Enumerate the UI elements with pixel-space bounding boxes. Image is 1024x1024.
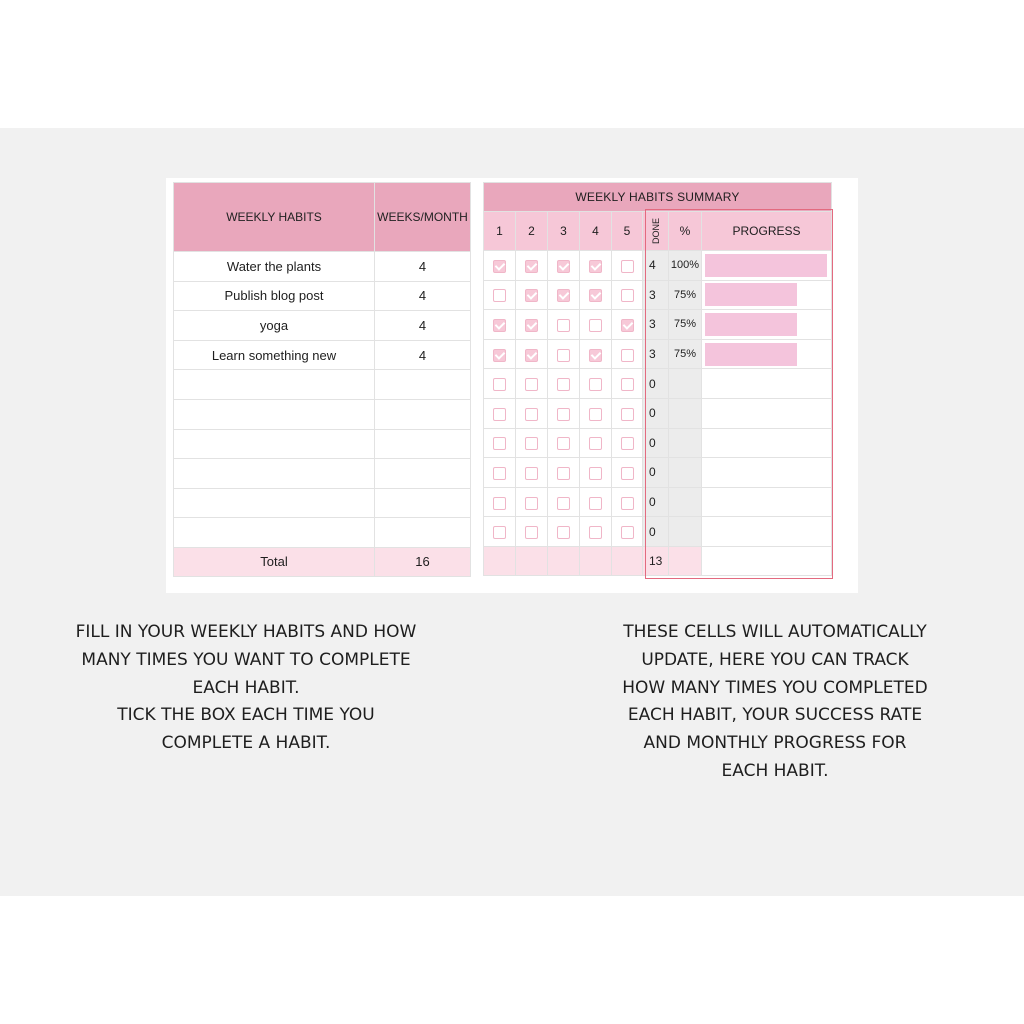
summary-row [484, 369, 832, 399]
checkbox-checked[interactable] [589, 260, 602, 273]
progress-bar [705, 283, 797, 306]
checkbox-unchecked[interactable] [557, 378, 570, 391]
week-header: 2 [516, 212, 548, 251]
week-header: 5 [612, 212, 643, 251]
habit-name-cell[interactable] [174, 459, 375, 489]
checkbox-unchecked[interactable] [493, 437, 506, 450]
summary-row [484, 339, 832, 369]
checkbox-cell [548, 428, 580, 458]
habit-name-cell[interactable] [174, 429, 375, 459]
summary-total-row [484, 546, 832, 575]
checkbox-unchecked[interactable] [493, 289, 506, 302]
progress-cell [702, 487, 832, 517]
success-rate: 75% [669, 280, 702, 310]
checkbox-unchecked[interactable] [589, 408, 602, 421]
checkbox-checked[interactable] [525, 260, 538, 273]
checkbox-cell [484, 369, 516, 399]
week-header: 3 [548, 212, 580, 251]
weeks-per-month-cell[interactable] [375, 488, 471, 518]
checkbox-unchecked[interactable] [589, 378, 602, 391]
weeks-per-month-cell[interactable]: 4 [375, 281, 471, 311]
checkbox-cell [612, 280, 643, 310]
instruction-caption-left: FILL IN YOUR WEEKLY HABITS AND HOW MANY TIMES YOU WANT TO COMPLETE EACH HABIT. TICK THE BOX EACH TIME YOU COMPLETE A HABIT. [75, 622, 417, 754]
checkbox-checked[interactable] [525, 289, 538, 302]
checkbox-unchecked[interactable] [493, 408, 506, 421]
done-header-label: DONE [651, 217, 662, 245]
progress-cell [702, 369, 832, 399]
summary-row [484, 398, 832, 428]
checkbox-cell [548, 487, 580, 517]
total-empty-cell [548, 546, 580, 575]
checkbox-unchecked[interactable] [621, 378, 634, 391]
checkbox-cell [548, 310, 580, 340]
done-count: 0 [643, 369, 669, 399]
checkbox-unchecked[interactable] [525, 408, 538, 421]
habit-name-cell[interactable] [174, 488, 375, 518]
checkbox-cell [612, 369, 643, 399]
checkbox-cell [516, 458, 548, 488]
checkbox-cell [516, 310, 548, 340]
checkbox-cell [516, 517, 548, 547]
checkbox-unchecked[interactable] [557, 467, 570, 480]
checkbox-unchecked[interactable] [525, 378, 538, 391]
checkbox-cell [484, 517, 516, 547]
weeks-per-month-cell[interactable]: 4 [375, 252, 471, 282]
checkbox-cell [580, 280, 612, 310]
checkbox-unchecked[interactable] [493, 497, 506, 510]
total-empty-cell [669, 546, 702, 575]
weeks-per-month-cell[interactable] [375, 429, 471, 459]
week-header: 1 [484, 212, 516, 251]
checkbox-cell [484, 280, 516, 310]
weeks-per-month-cell[interactable] [375, 518, 471, 548]
checkbox-cell [516, 280, 548, 310]
habit-row [174, 340, 471, 370]
habit-name-cell[interactable]: Publish blog post [174, 281, 375, 311]
habits-total-row [174, 547, 471, 576]
checkbox-cell [612, 487, 643, 517]
total-empty-cell [612, 546, 643, 575]
success-rate [669, 517, 702, 547]
checkbox-cell [548, 280, 580, 310]
habit-row [174, 429, 471, 459]
checkbox-cell [580, 487, 612, 517]
checkbox-cell [580, 369, 612, 399]
total-label: Total [174, 547, 375, 576]
habit-row [174, 399, 471, 429]
habit-name-cell[interactable]: Learn something new [174, 340, 375, 370]
checkbox-unchecked[interactable] [621, 349, 634, 362]
checkbox-unchecked[interactable] [621, 497, 634, 510]
weekly-habits-header: WEEKLY HABITS [174, 183, 375, 252]
checkbox-checked[interactable] [589, 349, 602, 362]
success-rate: 100% [669, 251, 702, 281]
progress-cell [702, 458, 832, 488]
checkbox-cell [580, 428, 612, 458]
summary-row [484, 428, 832, 458]
success-rate [669, 398, 702, 428]
checkbox-unchecked[interactable] [525, 497, 538, 510]
total-empty-cell [484, 546, 516, 575]
success-rate [669, 369, 702, 399]
checkbox-cell [516, 251, 548, 281]
checkbox-checked[interactable] [493, 319, 506, 332]
success-rate [669, 428, 702, 458]
checkbox-unchecked[interactable] [525, 467, 538, 480]
checkbox-cell [516, 487, 548, 517]
checkbox-cell [548, 517, 580, 547]
habit-name-cell[interactable] [174, 370, 375, 400]
checkbox-cell [484, 487, 516, 517]
percent-header: % [669, 212, 702, 251]
checkbox-unchecked[interactable] [589, 497, 602, 510]
checkbox-unchecked[interactable] [557, 497, 570, 510]
checkbox-unchecked[interactable] [557, 437, 570, 450]
checkbox-cell [516, 369, 548, 399]
summary-row [484, 251, 832, 281]
success-rate: 75% [669, 339, 702, 369]
weeks-per-month-cell[interactable] [375, 459, 471, 489]
checkbox-unchecked[interactable] [557, 319, 570, 332]
summary-row [484, 487, 832, 517]
success-rate [669, 487, 702, 517]
checkbox-unchecked[interactable] [493, 378, 506, 391]
habit-row [174, 311, 471, 341]
checkbox-checked[interactable] [525, 319, 538, 332]
progress-header: PROGRESS [702, 212, 832, 251]
checkbox-cell [548, 369, 580, 399]
done-count: 0 [643, 458, 669, 488]
weeks-month-header: WEEKS/MONTH [375, 183, 471, 252]
checkbox-checked[interactable] [589, 289, 602, 302]
checkbox-cell [612, 251, 643, 281]
checkbox-cell [580, 458, 612, 488]
total-empty-cell [702, 546, 832, 575]
checkbox-unchecked[interactable] [525, 526, 538, 539]
progress-cell [702, 517, 832, 547]
checkbox-checked[interactable] [557, 289, 570, 302]
habit-row [174, 488, 471, 518]
done-header [643, 212, 669, 251]
habit-name-cell[interactable] [174, 518, 375, 548]
summary-title: WEEKLY HABITS SUMMARY [484, 183, 832, 212]
summary-row [484, 458, 832, 488]
checkbox-unchecked[interactable] [493, 467, 506, 480]
checkbox-checked[interactable] [525, 349, 538, 362]
checkbox-cell [612, 428, 643, 458]
checkbox-cell [580, 398, 612, 428]
checkbox-cell [548, 339, 580, 369]
summary-row [484, 280, 832, 310]
checkbox-cell [484, 310, 516, 340]
checkbox-cell [612, 398, 643, 428]
habit-row [174, 518, 471, 548]
checkbox-unchecked[interactable] [621, 408, 634, 421]
habit-name-cell[interactable]: yoga [174, 311, 375, 341]
progress-cell [702, 310, 832, 340]
weeks-per-month-cell[interactable] [375, 399, 471, 429]
done-count: 4 [643, 251, 669, 281]
success-rate [669, 458, 702, 488]
done-count: 3 [643, 339, 669, 369]
summary-row [484, 310, 832, 340]
total-done-value: 13 [643, 546, 669, 575]
checkbox-cell [516, 398, 548, 428]
checkbox-checked[interactable] [621, 319, 634, 332]
checkbox-cell [580, 251, 612, 281]
checkbox-unchecked[interactable] [589, 437, 602, 450]
done-count: 3 [643, 280, 669, 310]
checkbox-unchecked[interactable] [621, 526, 634, 539]
progress-bar [705, 343, 797, 366]
total-empty-cell [516, 546, 548, 575]
checkbox-checked[interactable] [493, 349, 506, 362]
checkbox-cell [484, 339, 516, 369]
checkbox-checked[interactable] [557, 260, 570, 273]
habit-row [174, 252, 471, 282]
checkbox-unchecked[interactable] [525, 437, 538, 450]
progress-cell [702, 398, 832, 428]
total-empty-cell [580, 546, 612, 575]
habit-name-cell[interactable]: Water the plants [174, 252, 375, 282]
done-count: 0 [643, 517, 669, 547]
checkbox-cell [484, 398, 516, 428]
instruction-caption-right: THESE CELLS WILL AUTOMATICALLY UPDATE, HERE YOU CAN TRACK HOW MANY TIMES YOU COMPLETED EACH HABIT, YOUR SUCCESS RATE AND MONTHLY PROGRESS FOR EACH HABIT. [622, 622, 928, 781]
checkbox-unchecked[interactable] [589, 526, 602, 539]
checkbox-cell [548, 251, 580, 281]
progress-cell [702, 339, 832, 369]
habit-row [174, 281, 471, 311]
week-header: 4 [580, 212, 612, 251]
checkbox-unchecked[interactable] [589, 319, 602, 332]
done-count: 0 [643, 487, 669, 517]
progress-bar [705, 254, 827, 277]
checkbox-unchecked[interactable] [557, 408, 570, 421]
checkbox-unchecked[interactable] [621, 437, 634, 450]
checkbox-unchecked[interactable] [589, 467, 602, 480]
weeks-per-month-cell[interactable]: 4 [375, 311, 471, 341]
progress-bar [705, 313, 797, 336]
progress-cell [702, 428, 832, 458]
checkbox-cell [548, 458, 580, 488]
checkbox-cell [516, 339, 548, 369]
weekly-habits-table [173, 182, 471, 577]
checkbox-unchecked[interactable] [621, 260, 634, 273]
progress-cell [702, 251, 832, 281]
habit-row [174, 370, 471, 400]
checkbox-cell [516, 428, 548, 458]
done-count: 0 [643, 428, 669, 458]
checkbox-unchecked[interactable] [557, 349, 570, 362]
done-count: 0 [643, 398, 669, 428]
checkbox-cell [612, 310, 643, 340]
checkbox-unchecked[interactable] [493, 526, 506, 539]
checkbox-unchecked[interactable] [621, 467, 634, 480]
checkbox-cell [548, 398, 580, 428]
checkbox-cell [484, 458, 516, 488]
checkbox-cell [484, 428, 516, 458]
done-count: 3 [643, 310, 669, 340]
checkbox-cell [484, 251, 516, 281]
success-rate: 75% [669, 310, 702, 340]
checkbox-cell [612, 458, 643, 488]
weekly-habits-summary-table [483, 182, 832, 576]
checkbox-cell [580, 310, 612, 340]
checkbox-unchecked[interactable] [557, 526, 570, 539]
checkbox-cell [580, 339, 612, 369]
checkbox-cell [580, 517, 612, 547]
progress-cell [702, 280, 832, 310]
checkbox-cell [612, 517, 643, 547]
weeks-per-month-cell[interactable] [375, 370, 471, 400]
habit-row [174, 459, 471, 489]
checkbox-checked[interactable] [493, 260, 506, 273]
total-weeks-value: 16 [375, 547, 471, 576]
habit-name-cell[interactable] [174, 399, 375, 429]
weeks-per-month-cell[interactable]: 4 [375, 340, 471, 370]
checkbox-unchecked[interactable] [621, 289, 634, 302]
checkbox-cell [612, 339, 643, 369]
summary-row [484, 517, 832, 547]
